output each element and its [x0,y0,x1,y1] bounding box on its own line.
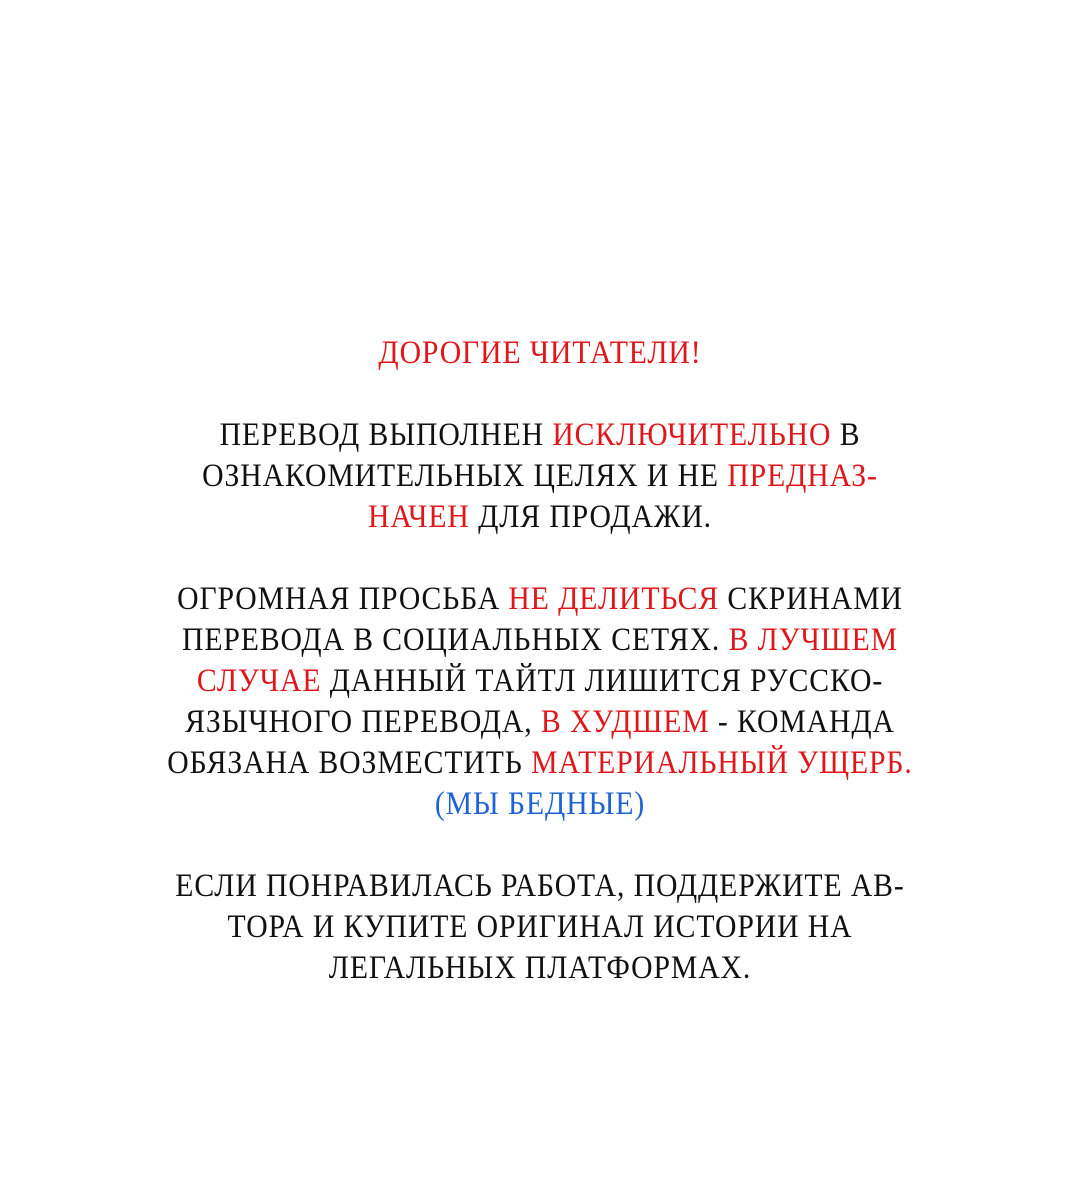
text-segment: ДЛЯ ПРОДАЖИ. [469,499,713,535]
paragraph-line: ЕСЛИ ПОНРАВИЛАСЬ РАБОТА, ПОДДЕРЖИТЕ АВ- [175,868,905,904]
highlighted-text: МАТЕРИАЛЬНЫЙ УЩЕРБ. [531,745,913,781]
text-segment: ОЗНАКОМИТЕЛЬНЫХ ЦЕЛЯХ И НЕ [202,458,728,494]
paragraph-line: ЛЕГАЛЬНЫХ ПЛАТФОРМАХ. [328,950,752,986]
notice-heading: ДОРОГИЕ ЧИТАТЕЛИ! [378,335,702,371]
highlighted-text: СЛУЧАЕ [196,663,322,699]
aside-note: (МЫ БЕДНЫЕ) [434,786,646,822]
paragraph-support [0,866,1080,989]
paragraph-line [54,743,1026,784]
spacer [0,538,1080,579]
paragraph-line [54,415,1026,456]
highlighted-text: ПРЕДНАЗ- [727,458,878,494]
highlighted-text: В ЛУЧШЕМ [728,622,899,658]
highlighted-text: В ХУДШЕМ [540,704,710,740]
text-segment: ДАННЫЙ ТАЙТЛ ЛИШИТСЯ РУССКО- [321,663,884,699]
paragraph-request [0,579,1080,825]
spacer [0,374,1080,415]
text-segment: - КОМАНДА [709,704,895,740]
highlighted-text: НЕ ДЕЛИТЬСЯ [508,581,720,617]
paragraph-line [54,456,1026,497]
highlighted-text: НАЧЕН [367,499,470,535]
paragraph-line [54,579,1026,620]
highlighted-text: ИСКЛЮЧИТЕЛЬНО [552,417,832,453]
text-segment: В [831,417,861,453]
text-segment: ОБЯЗАНА ВОЗМЕСТИТЬ [167,745,532,781]
translator-notice [0,333,1080,989]
text-segment: СКРИНАМИ [719,581,903,617]
paragraph-line [54,620,1026,661]
text-segment: ОГРОМНАЯ ПРОСЬБА [177,581,509,617]
paragraph-line [54,497,1026,538]
spacer [0,825,1080,866]
text-segment: ПЕРЕВОД ВЫПОЛНЕН [219,417,553,453]
text-segment: ПЕРЕВОДА В СОЦИАЛЬНЫХ СЕТЯХ. [181,622,729,658]
text-segment: ЯЗЫЧНОГО ПЕРЕВОДА, [185,704,541,740]
paragraph-line [54,661,1026,702]
paragraph-line: ТОРА И КУПИТЕ ОРИГИНАЛ ИСТОРИИ НА [227,909,853,945]
paragraph-purpose [0,415,1080,538]
paragraph-line [54,702,1026,743]
